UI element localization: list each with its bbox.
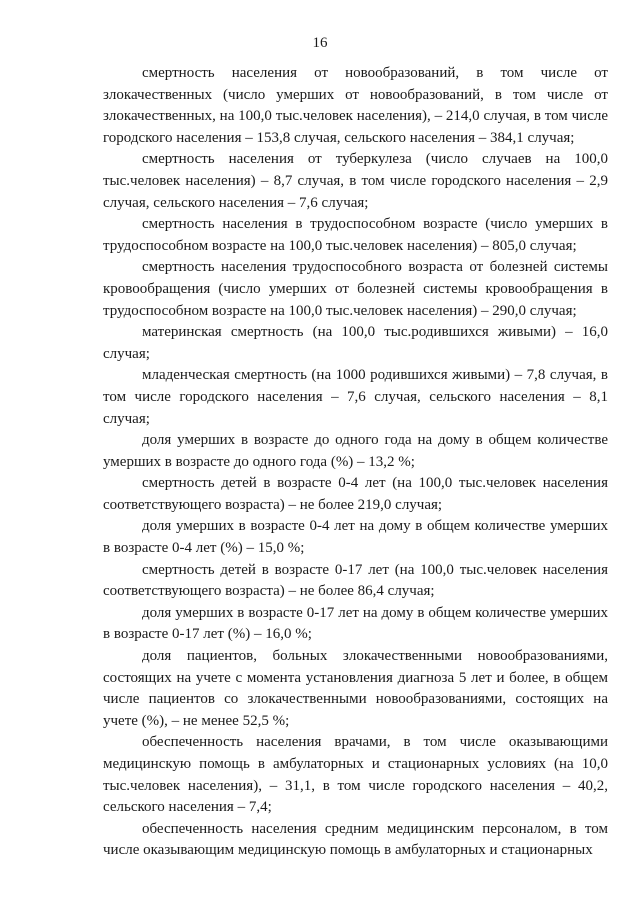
paragraph-maternal-mortality: материнская смертность (на 100,0 тыс.родившихся живыми) – 16,0 случая; (103, 324, 608, 362)
paragraph-tuberculosis-mortality: смертность населения от туберкулеза (число случаев на 100,0 тыс.человек населения) – 8,7 случая, в том числе городского населения – 2,9 случая, сельского населения – 7,6 случая; (103, 151, 608, 211)
paragraph-circulatory-mortality: смертность населения трудоспособного возраста от болезней системы кровообращения (число умерших от болезней системы кровообращения в трудоспособном возрасте на 100,0 тыс.человек населения) – 290,0 случая; (103, 259, 608, 319)
paragraph-nurse-coverage: обеспеченность населения средним медицинским персоналом, в том числе оказывающим медицинскую помощь в амбулаторных и стационарных (103, 820, 608, 859)
paragraph-doctor-coverage: обеспеченность населения врачами, в том числе оказывающими медицинскую помощь в амбулаторных и стационарных условиях (на 10,0 тыс.человек населения), – 31,1, в том числе городского населения – 40,2, сельского населения – 7,4; (103, 734, 608, 816)
document-body (103, 63, 608, 862)
paragraph-cancer-mortality: смертность населения от новообразований, в том числе от злокачественных (число умерших от новообразований, в том числе от злокачественных, на 100,0 тыс.человек населения), – 214,0 случая, в том числе городского населения – 153,8 случая, сельского населения – 384,1 случая; (103, 65, 608, 146)
paragraph-child-0-17-mortality: смертность детей в возрасте 0-17 лет (на 100,0 тыс.человек населения соответствующего возраста) – не более 86,4 случая; (103, 561, 608, 600)
paragraph-working-age-mortality: смертность населения в трудоспособном возрасте (число умерших в трудоспособном возрасте на 100,0 тыс.человек населения) – 805,0 случая; (103, 216, 608, 254)
paragraph-child-0-17-home-deaths: доля умерших в возрасте 0-17 лет на дому в общем количестве умерших в возрасте 0-17 лет (%) – 16,0 %; (103, 604, 608, 643)
page-number: 16 (312, 35, 328, 51)
paragraph-infant-mortality: младенческая смертность (на 1000 родившихся живыми) – 7,8 случая, в том числе городского населения – 7,6 случая, сельского населения – 8,1 случая; (103, 367, 608, 427)
paragraph-oncology-patients: доля пациентов, больных злокачественными новообразованиями, состоящих на учете с момента установления диагноза 5 лет и более, в общем числе пациентов со злокачественными новообразованиями, состоящих на учете (%), – не менее 52,5 %; (103, 648, 608, 729)
paragraph-infant-home-deaths: доля умерших в возрасте до одного года на дому в общем количестве умерших в возрасте до одного года (%) – 13,2 %; (103, 432, 608, 470)
paragraph-child-0-4-mortality: смертность детей в возрасте 0-4 лет (на 100,0 тыс.человек населения соответствующего возраста) – не более 219,0 случая; (103, 475, 608, 513)
paragraph-child-0-4-home-deaths: доля умерших в возрасте 0-4 лет на дому в общем количестве умерших в возрасте 0-4 лет (%) – 15,0 %; (103, 518, 608, 557)
